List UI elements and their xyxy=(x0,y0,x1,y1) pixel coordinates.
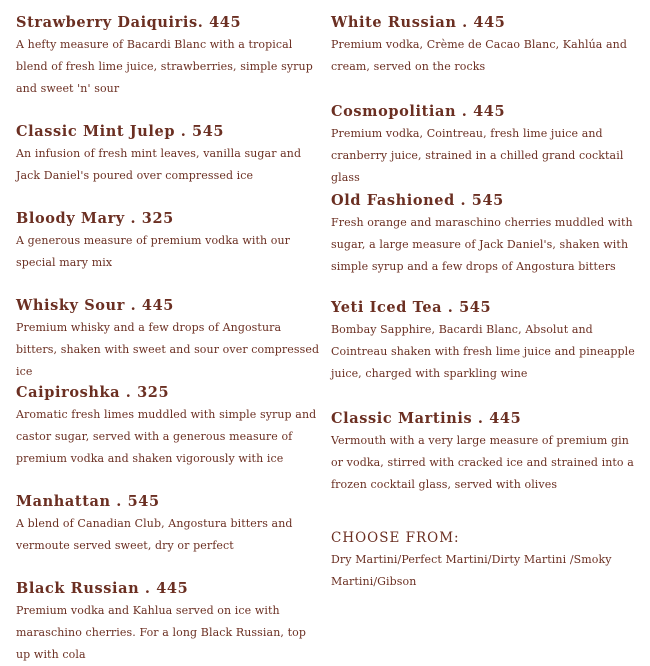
menu-item-black-russian xyxy=(16,579,321,666)
item-name: Old Fashioned . 545 xyxy=(331,192,504,209)
item-description: Premium whisky and a few drops of Angostura bitters, shaken with sweet and sour over compressed ice xyxy=(16,321,320,378)
item-name: Yeti Iced Tea . 545 xyxy=(331,299,492,316)
item-description: Fresh orange and maraschino cherries muddled with sugar, a large measure of Jack Daniel's, shaken with simple syrup and a few drops of Angostura bitters xyxy=(331,216,633,273)
item-name: Bloody Mary . 325 xyxy=(16,210,174,227)
item-description: A hefty measure of Bacardi Blanc with a tropical blend of fresh lime juice, strawberries, simple syrup and sweet 'n' sour xyxy=(16,38,313,95)
choose-from-title: CHOOSE FROM: xyxy=(331,530,460,546)
item-name: Manhattan . 545 xyxy=(16,493,160,510)
item-name: White Russian . 445 xyxy=(331,14,506,31)
menu-item-strawberry-daiquiris xyxy=(16,13,321,100)
item-name: Black Russian . 445 xyxy=(16,580,189,597)
item-name: Strawberry Daiquiris. 445 xyxy=(16,14,242,31)
item-description: Vermouth with a very large measure of premium gin or vodka, stirred with cracked ice and strained into a frozen cocktail glass, served with olives xyxy=(331,434,634,491)
item-name: Cosmopolitian . 445 xyxy=(331,103,506,120)
item-description: An infusion of fresh mint leaves, vanilla sugar and Jack Daniel's poured over compressed ice xyxy=(16,147,302,182)
item-name: Classic Mint Julep . 545 xyxy=(16,123,225,140)
item-description: Premium vodka, Cointreau, fresh lime juice and cranberry juice, strained in a chilled grand cocktail glass xyxy=(331,127,624,184)
menu-item-bloody-mary xyxy=(16,209,321,274)
item-name: Whisky Sour . 445 xyxy=(16,297,174,314)
menu-item-white-russian xyxy=(331,13,636,78)
menu-item-caipiroshka xyxy=(16,383,321,470)
menu-item-classic-martinis xyxy=(331,409,636,496)
item-description: A generous measure of premium vodka with our special mary mix xyxy=(16,234,291,269)
choose-from-section xyxy=(331,528,636,593)
item-description: A blend of Canadian Club, Angostura bitters and vermoute served sweet, dry or perfect xyxy=(16,517,293,552)
item-description: Bombay Sapphire, Bacardi Blanc, Absolut and Cointreau shaken with fresh lime juice and pineapple juice, charged with sparkling wine xyxy=(331,323,635,380)
menu-item-cosmopolitian xyxy=(331,102,636,189)
item-description: Premium vodka, Crème de Cacao Blanc, Kahlúa and cream, served on the rocks xyxy=(331,38,628,73)
choose-from-options: Dry Martini/Perfect Martini/Dirty Martini /Smoky Martini/Gibson xyxy=(331,553,612,588)
item-description: Premium vodka and Kahlua served on ice with maraschino cherries. For a long Black Russian, top up with cola xyxy=(16,604,306,661)
menu-item-yeti-iced-tea xyxy=(331,298,636,385)
menu-item-whisky-sour xyxy=(16,296,321,383)
item-name: Caipiroshka . 325 xyxy=(16,384,170,401)
menu-item-classic-mint-julep xyxy=(16,122,321,187)
item-name: Classic Martinis . 445 xyxy=(331,410,522,427)
menu-item-manhattan xyxy=(16,492,321,557)
item-description: Aromatic fresh limes muddled with simple syrup and castor sugar, served with a generous measure of premium vodka and shaken vigorously with ice xyxy=(16,408,317,465)
menu-item-old-fashioned xyxy=(331,191,636,278)
